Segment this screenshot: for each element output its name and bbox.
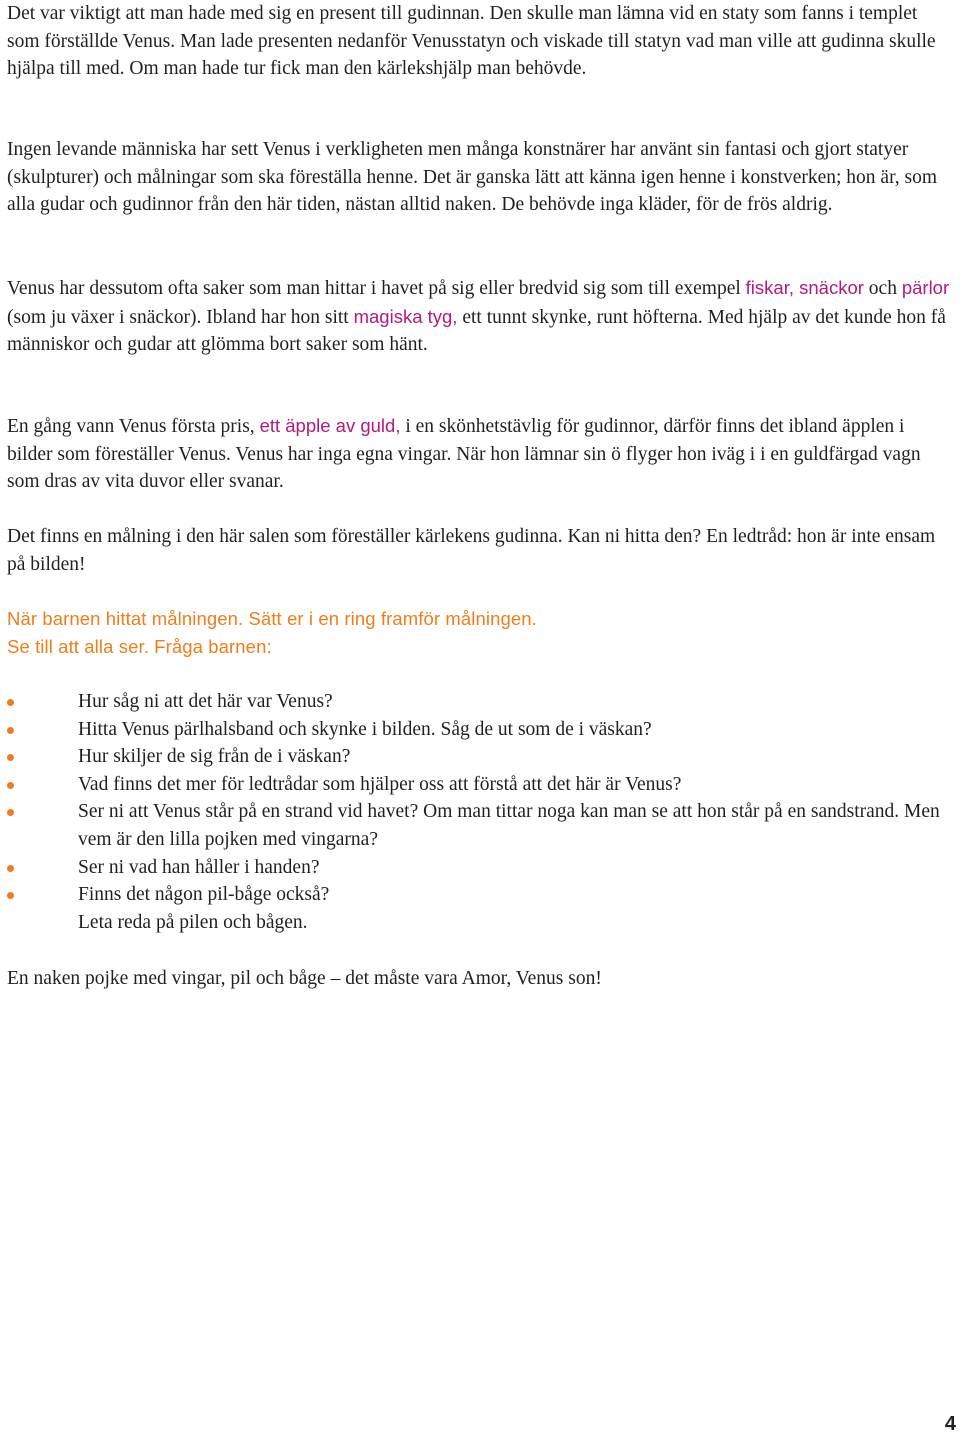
bullet-icon	[7, 727, 14, 734]
question-list	[7, 688, 953, 936]
question-text: Vad finns det mer för ledtrådar som hjälper oss att förstå att det här är Venus?	[78, 773, 682, 795]
list-item	[7, 771, 953, 799]
question-text: Finns det någon pil-båge också?	[78, 884, 330, 906]
list-item	[7, 743, 953, 771]
text-run: i en skönhetstävlig för gudinnor, därför finns det ibland äpplen i bilder som föreställer Venus. Venus har inga egna vingar. När hon lämnar sin ö flyger hon iväg i i en guldfärgad vagn som dras av vita duvor eller svanar.	[7, 416, 921, 493]
list-item	[7, 798, 953, 853]
paragraph-golden-apple	[7, 412, 953, 496]
paragraph-find-painting: Det finns en målning i den här salen som föreställer kärlekens gudinna. Kan ni hitta den? En ledtråd: hon är inte ensam på bilden!	[7, 526, 936, 575]
question-text: Leta reda på pilen och bågen.	[78, 911, 308, 933]
highlight-magic-cloth: magiska tyg,	[353, 305, 458, 327]
highlight-pearls: pärlor	[901, 277, 950, 298]
list-item	[7, 854, 953, 882]
paragraph-present: Det var viktigt att man hade med sig en present till gudinnan. Den skulle man lämna vid en staty som fanns i templet som förställde Venus. Man lade presenten nedanför Venusstatyn och viskade till statyn vad man ville att gudinna skulle hjälpa till med. Om man hade tur fick man den kärlekshjälp man behövde.	[7, 3, 936, 80]
question-text: Hitta Venus pärlhalsband och skynke i bilden. Såg de ut som de i väskan?	[78, 718, 652, 740]
bullet-icon	[7, 865, 14, 872]
instruction-line: Se till att alla ser. Fråga barnen:	[7, 635, 272, 657]
list-item	[7, 688, 953, 716]
question-text: Hur såg ni att det här var Venus?	[78, 691, 333, 712]
bullet-icon	[7, 754, 14, 761]
teacher-instruction	[7, 605, 537, 660]
bullet-icon	[7, 699, 14, 706]
list-item	[7, 881, 953, 909]
text-run: (som ju växer i snäckor). Ibland har hon sitt	[7, 306, 354, 328]
text-run: ett tunnt skynke, runt höfterna. Med hjälp av det kunde hon få människor och gudar att glömma bort saker som hänt.	[7, 306, 946, 356]
paragraph-amor: En naken pojke med vingar, pil och båge – det måste vara Amor, Venus son!	[7, 968, 602, 989]
paragraph-sea-items	[7, 274, 953, 359]
question-text: Ser ni att Venus står på en strand vid havet? Om man tittar noga kan man se att hon står på en sandstrand. Men vem är den lilla pojken med vingarna?	[78, 801, 940, 850]
bullet-icon	[7, 892, 14, 899]
list-item	[7, 716, 953, 744]
instruction-line: När barnen hittat målningen. Sätt er i en ring framför målningen.	[7, 608, 537, 629]
bullet-icon	[7, 782, 14, 789]
text-run: En gång vann Venus första pris,	[7, 416, 260, 437]
page-number: 4	[944, 1413, 956, 1435]
question-text: Ser ni vad han håller i handen?	[78, 856, 320, 878]
text-run: och	[863, 278, 902, 299]
bullet-icon	[7, 809, 14, 816]
paragraph-art: Ingen levande människa har sett Venus i verkligheten men många konstnärer har använt sin fantasi och gjort statyer (skulpturer) och målningar som ska föreställa henne. Det är ganska lätt att känna igen henne i konstverken; hon är, som alla gudar och gudinnor från den här tiden, nästan alltid naken. De behövde inga kläder, för de frös aldrig.	[7, 139, 938, 216]
list-item	[7, 909, 953, 937]
highlight-fish-shells: fiskar, snäckor	[745, 277, 864, 298]
text-run: Venus har dessutom ofta saker som man hittar i havet på sig eller bredvid sig som till exempel	[7, 278, 746, 299]
question-text: Hur skiljer de sig från de i väskan?	[78, 746, 351, 768]
highlight-golden-apple: ett äpple av guld,	[259, 415, 401, 436]
